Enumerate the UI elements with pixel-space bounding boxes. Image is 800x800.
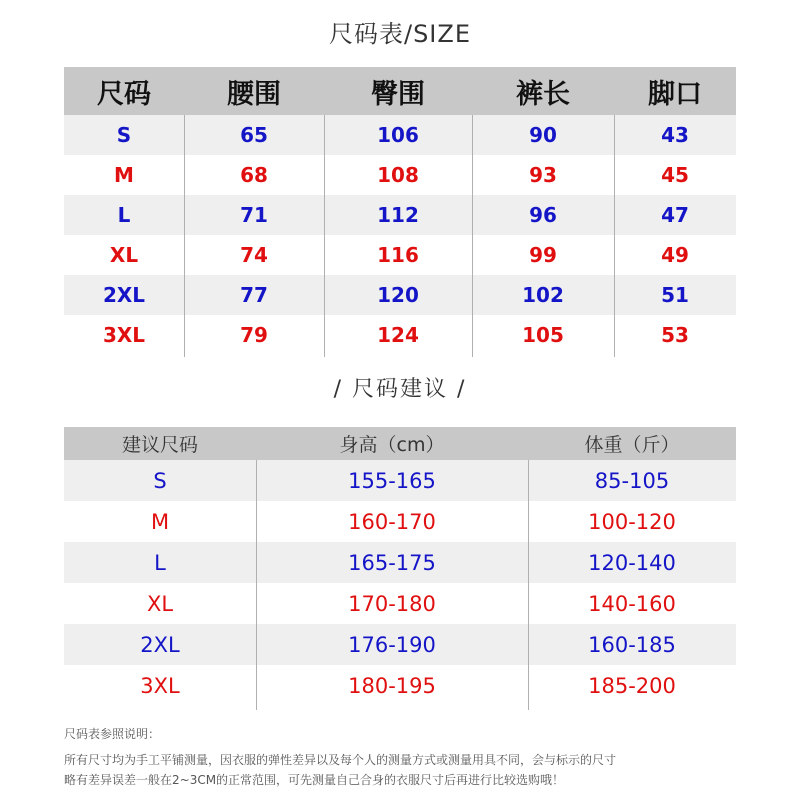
weight-cell: 100-120 xyxy=(588,509,676,534)
length-cell: 90 xyxy=(529,123,557,147)
column-divider xyxy=(472,115,473,357)
size-cell: 2XL xyxy=(140,632,180,657)
hem-cell: 47 xyxy=(661,203,689,227)
notes-line: 所有尺寸均为手工平铺测量，因衣服的弹性差异以及每个人的测量方式或测量用具不同，会与标示的尺寸 xyxy=(64,753,617,767)
length-cell: 93 xyxy=(529,163,557,187)
notes-title: 尺码表参照说明： xyxy=(64,727,161,741)
height-cell: 155-165 xyxy=(348,468,436,493)
waist-cell: 74 xyxy=(240,243,268,267)
table-row xyxy=(64,583,736,624)
size-cell: 3XL xyxy=(102,323,146,347)
table-row xyxy=(64,115,736,155)
size-chart-title: 尺码表/SIZE xyxy=(328,20,471,48)
weight-cell: 85-105 xyxy=(594,468,670,493)
size-cell: S xyxy=(116,123,132,147)
size-cell: 2XL xyxy=(102,283,146,307)
size-cell: L xyxy=(154,550,166,575)
weight-cell: 160-185 xyxy=(588,632,676,657)
height-cell: 180-195 xyxy=(348,673,436,698)
hip-cell: 108 xyxy=(377,163,419,187)
table-row xyxy=(64,155,736,195)
size-cell: S xyxy=(153,468,167,493)
table-row xyxy=(64,235,736,275)
table-row xyxy=(64,542,736,583)
header-hip: 臀围 xyxy=(371,78,425,110)
size-cell: 3XL xyxy=(140,673,180,698)
header-weight: 体重（斤） xyxy=(584,434,680,456)
header-size: 尺码 xyxy=(97,78,151,110)
hip-cell: 112 xyxy=(377,203,419,227)
header-height: 身高（cm） xyxy=(339,434,445,456)
height-cell: 176-190 xyxy=(348,632,436,657)
size-table xyxy=(64,67,736,355)
table-row xyxy=(64,195,736,235)
table-row xyxy=(64,624,736,665)
header-waist: 腰围 xyxy=(227,78,281,110)
hip-cell: 124 xyxy=(377,323,419,347)
weight-cell: 185-200 xyxy=(588,673,676,698)
table-row xyxy=(64,460,736,501)
hem-cell: 43 xyxy=(661,123,689,147)
height-cell: 160-170 xyxy=(348,509,436,534)
hip-cell: 116 xyxy=(377,243,419,267)
length-cell: 105 xyxy=(522,323,564,347)
table-row xyxy=(64,501,736,542)
suggestion-table xyxy=(64,427,736,706)
hem-cell: 49 xyxy=(661,243,689,267)
waist-cell: 65 xyxy=(240,123,268,147)
size-suggestion-title: / 尺码建议 / xyxy=(333,377,467,402)
size-notes xyxy=(64,724,754,790)
waist-cell: 77 xyxy=(240,283,268,307)
hip-cell: 106 xyxy=(377,123,419,147)
size-cell: L xyxy=(117,203,131,227)
size-cell: M xyxy=(114,163,134,187)
size-table-header xyxy=(64,67,736,115)
column-divider xyxy=(256,460,257,710)
hem-cell: 53 xyxy=(661,323,689,347)
size-cell: XL xyxy=(109,243,139,267)
header-hem: 脚口 xyxy=(648,78,702,110)
waist-cell: 71 xyxy=(240,203,268,227)
hem-cell: 51 xyxy=(661,283,689,307)
waist-cell: 79 xyxy=(240,323,268,347)
column-divider xyxy=(184,115,185,357)
table-row xyxy=(64,315,736,355)
waist-cell: 68 xyxy=(240,163,268,187)
length-cell: 99 xyxy=(529,243,557,267)
column-divider xyxy=(528,460,529,710)
column-divider xyxy=(614,115,615,357)
notes-line: 略有差异误差一般在2~3CM的正常范围，可先测量自己合身的衣服尺寸后再进行比较选购哦！ xyxy=(64,773,565,787)
header-recommended-size: 建议尺码 xyxy=(121,434,198,456)
height-cell: 165-175 xyxy=(348,550,436,575)
length-cell: 102 xyxy=(522,283,564,307)
hem-cell: 45 xyxy=(661,163,689,187)
size-cell: XL xyxy=(146,591,174,616)
size-cell: M xyxy=(150,509,170,534)
hip-cell: 120 xyxy=(377,283,419,307)
weight-cell: 140-160 xyxy=(588,591,676,616)
table-row xyxy=(64,275,736,315)
weight-cell: 120-140 xyxy=(588,550,676,575)
height-cell: 170-180 xyxy=(348,591,436,616)
length-cell: 96 xyxy=(529,203,557,227)
header-length: 裤长 xyxy=(516,78,570,110)
suggestion-table-header xyxy=(64,427,736,460)
column-divider xyxy=(324,115,325,357)
table-row xyxy=(64,665,736,706)
